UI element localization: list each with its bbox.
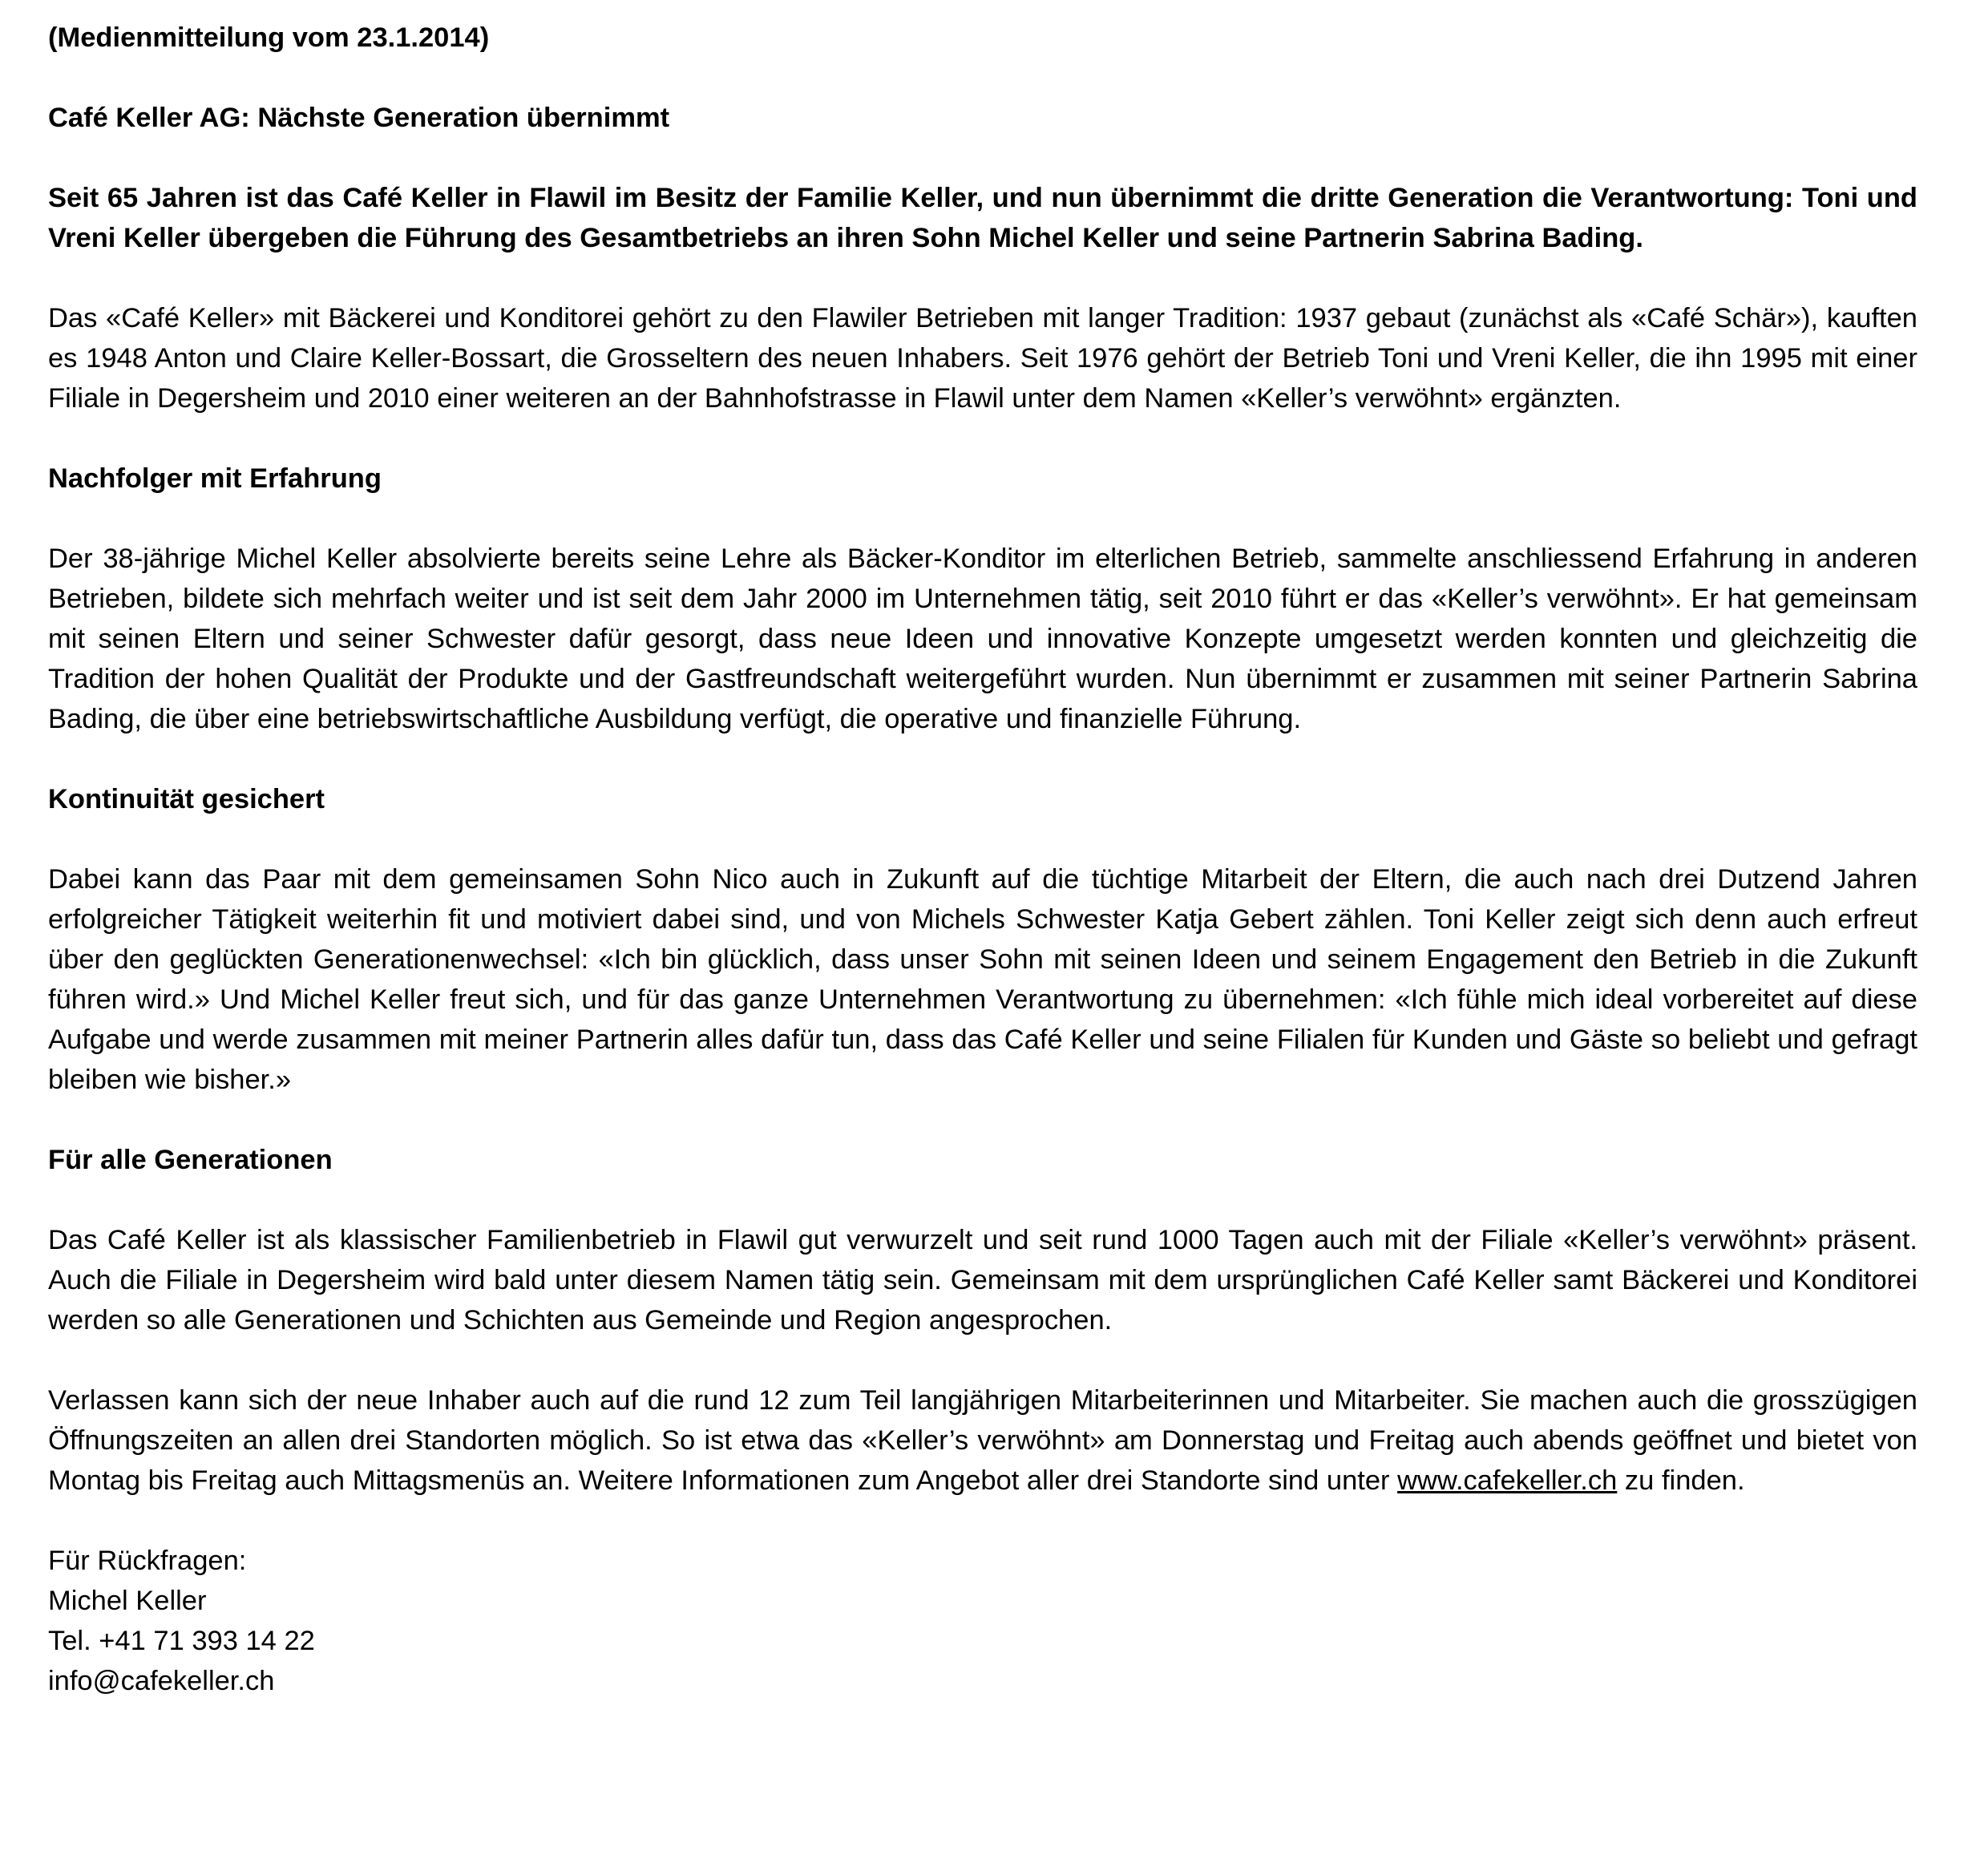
spacer <box>48 258 1917 298</box>
spacer <box>48 819 1917 859</box>
lead-paragraph: Seit 65 Jahren ist das Café Keller in Flawil im Besitz der Familie Keller, und nun übernimmt die dritte Generation die Verantwortung: Toni und Vreni Keller übergeben die Führung des Gesamtbetriebs an ihren Sohn Michel Keller und seine Partnerin Sabrina Bading. <box>48 183 1917 253</box>
spacer <box>48 1340 1917 1380</box>
contact-block <box>48 1541 1917 1701</box>
section-paragraph-nachfolger: Der 38-jährige Michel Keller absolvierte bereits seine Lehre als Bäcker-Konditor im elterlichen Betrieb, sammelte anschliessend Erfahrung in anderen Betrieben, bildete sich mehrfach weiter und ist seit dem Jahr 2000 im Unternehmen tätig, seit 2010 führt er das «Keller’s verwöhnt». Er hat gemeinsam mit seinen Eltern und seiner Schwester dafür gesorgt, dass neue Ideen und innovative Konzepte umgesetzt werden konnten und gleichzeitig die Tradition der hohen Qualität der Produkte und der Gastfreundschaft weitergeführt wurden. Nun übernimmt er zusammen mit seiner Partnerin Sabrina Bading, die über eine betriebswirtschaftliche Ausbildung verfügt, die operative und finanzielle Führung. <box>48 544 1917 734</box>
spacer <box>48 1100 1917 1140</box>
contact-label: Für Rückfragen: <box>48 1546 247 1576</box>
contact-phone: Tel. +41 71 393 14 22 <box>48 1626 315 1656</box>
closing-paragraph <box>48 1380 1917 1501</box>
section-paragraph-kontinuitaet: Dabei kann das Paar mit dem gemeinsamen Sohn Nico auch in Zukunft auf die tüchtige Mitarbeit der Eltern, die auch nach drei Dutzend Jahren erfolgreicher Tätigkeit weiterhin fit und motiviert dabei sind, und von Michels Schwester Katja Gebert zählen. Toni Keller zeigt sich denn auch erfreut über den geglückten Generationenwechsel: «Ich bin glücklich, dass unser Sohn mit seinen Ideen und seinem Engagement den Betrieb in die Zukunft führen wird.» Und Michel Keller freut sich, und für das ganze Unternehmen Verantwortung zu übernehmen: «Ich fühle mich ideal vorbereitet auf diese Aufgabe und werde zusammen mit meiner Partnerin alles dafür tun, dass das Café Keller und seine Filialen für Kunden und Gäste so beliebt und gefragt bleiben wie bisher.» <box>48 864 1917 1095</box>
closing-text: Verlassen kann sich der neue Inhaber auch auf die rund 12 zum Teil langjährigen Mitarbeiterinnen und Mitarbeiter. Sie machen auch die grosszügigen Öffnungszeiten an allen drei Standorten möglich. So ist etwa das «Keller’s verwöhnt» am Donnerstag und Freitag auch abends geöffnet und bietet von Montag bis Freitag auch Mittagsmenüs an. Weitere Informationen zum Angebot aller drei Standorte sind unter <box>48 1385 1917 1496</box>
spacer <box>48 1501 1917 1541</box>
press-release <box>48 18 1917 1701</box>
spacer <box>48 499 1917 539</box>
page-title: Café Keller AG: Nächste Generation übernimmt <box>48 103 670 133</box>
spacer <box>48 138 1917 178</box>
section-heading-generationen: Für alle Generationen <box>48 1145 333 1175</box>
section-paragraph-generationen: Das Café Keller ist als klassischer Familienbetrieb in Flawil gut verwurzelt und seit rund 1000 Tagen auch mit der Filiale «Keller’s verwöhnt» präsent. Auch die Filiale in Degersheim wird bald unter diesem Namen tätig sein. Gemeinsam mit dem ursprünglichen Café Keller samt Bäckerei und Konditorei werden so alle Generationen und Schichten aus Gemeinde und Region angesprochen. <box>48 1225 1917 1336</box>
section-heading-nachfolger: Nachfolger mit Erfahrung <box>48 463 382 494</box>
spacer <box>48 1180 1917 1220</box>
closing-text-end: zu finden. <box>1624 1465 1745 1496</box>
section-heading-kontinuitaet: Kontinuität gesichert <box>48 784 325 814</box>
contact-name: Michel Keller <box>48 1586 207 1616</box>
contact-email[interactable]: info@cafekeller.ch <box>48 1666 275 1696</box>
date-line: (Medienmitteilung vom 23.1.2014) <box>48 22 490 53</box>
spacer <box>48 418 1917 459</box>
spacer <box>48 58 1917 98</box>
spacer <box>48 739 1917 779</box>
intro-paragraph: Das «Café Keller» mit Bäckerei und Konditorei gehört zu den Flawiler Betrieben mit langer Tradition: 1937 gebaut (zunächst als «Café Schär»), kauften es 1948 Anton und Claire Keller-Bossart, die Grosseltern des neuen Inhabers. Seit 1976 gehört der Betrieb Toni und Vreni Keller, die ihn 1995 mit einer Filiale in Degersheim und 2010 einer weiteren an der Bahnhofstrasse in Flawil unter dem Namen «Keller’s verwöhnt» ergänzten. <box>48 303 1917 414</box>
website-link[interactable]: www.cafekeller.ch <box>1397 1465 1618 1496</box>
